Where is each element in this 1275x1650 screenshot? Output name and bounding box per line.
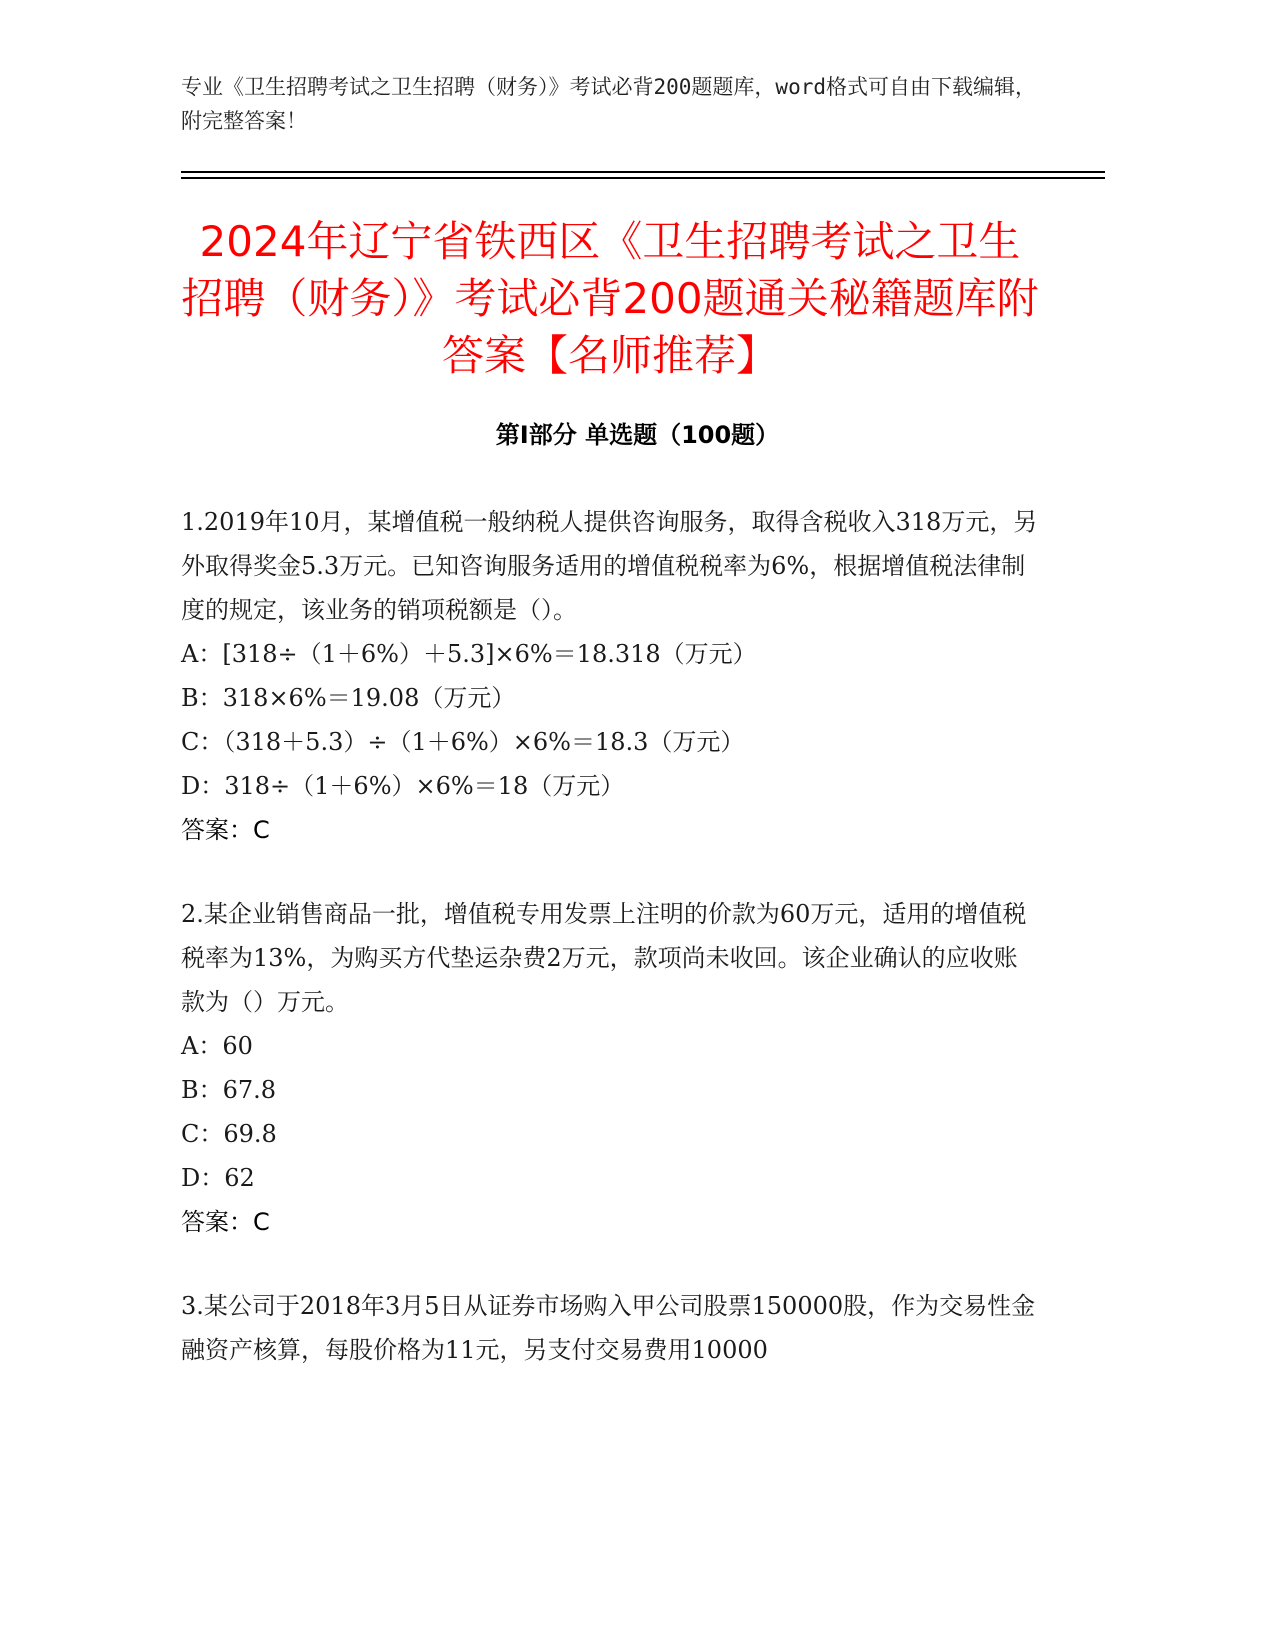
option-b: B：67.8	[181, 1076, 277, 1104]
header-divider-bottom	[181, 177, 1105, 179]
question-3	[181, 1284, 1041, 1372]
option-d: D：62	[181, 1164, 255, 1192]
question-text: 2.某企业销售商品一批，增值税专用发票上注明的价款为60万元，适用的增值税税率为13%，为购买方代垫运杂费2万元，款项尚未收回。该企业确认的应收账款为（）万元。	[181, 900, 1027, 1016]
option-a: A：60	[181, 1032, 253, 1060]
question-1	[181, 500, 1041, 852]
question-text: 1.2019年10月，某增值税一般纳税人提供咨询服务，取得含税收入318万元，另外取得奖金5.3万元。已知咨询服务适用的增值税税率为6%，根据增值税法律制度的规定，该业务的销项税额是（）。	[181, 508, 1038, 624]
answer: 答案：C	[181, 1208, 270, 1236]
option-c: C：（318＋5.3）÷（1＋6%）×6%＝18.3（万元）	[181, 728, 745, 756]
question-2	[181, 892, 1041, 1244]
answer: 答案：C	[181, 816, 270, 844]
option-b: B：318×6%＝19.08（万元）	[181, 684, 516, 712]
header-divider-top	[181, 171, 1105, 173]
option-d: D：318÷（1＋6%）×6%＝18（万元）	[181, 772, 625, 800]
option-a: A：[318÷（1＋6%）＋5.3]×6%＝18.318（万元）	[181, 640, 757, 668]
option-c: C：69.8	[181, 1120, 277, 1148]
question-text: 3.某公司于2018年3月5日从证券市场购入甲公司股票150000股，作为交易性金融资产核算，每股价格为11元，另支付交易费用10000	[181, 1292, 1036, 1364]
header-note: 专业《卫生招聘考试之卫生招聘（财务）》考试必背200题题库，word格式可自由下载编辑，附完整答案！	[181, 75, 1036, 133]
section-heading: 第Ⅰ部分 单选题（100题）	[495, 421, 780, 449]
document-title: 2024年辽宁省铁西区《卫生招聘考试之卫生招聘（财务）》考试必背200题通关秘籍题库附答案【名师推荐】	[181, 217, 1039, 380]
